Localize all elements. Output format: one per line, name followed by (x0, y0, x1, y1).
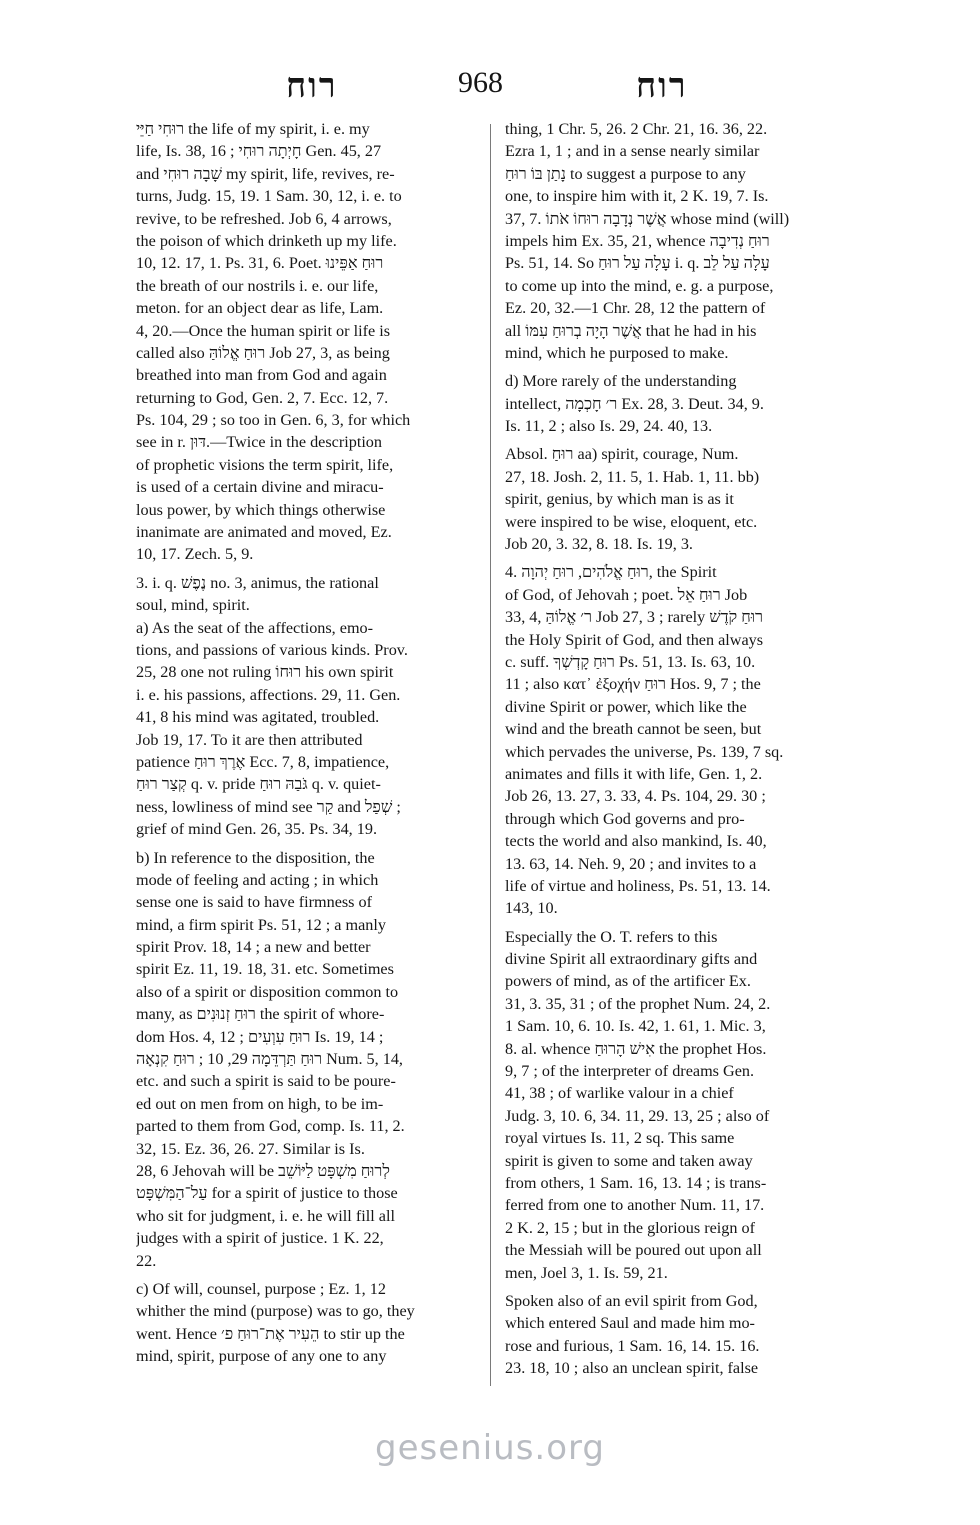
text-line: judges with a spirit of justice. 1 K. 22, (136, 1229, 384, 1248)
text-line: divine Spirit all extraordinary gifts and (505, 950, 758, 969)
text-line: intellect, ר׳ חָכְמָה Ex. 28, 3. Deut. 34, 9. (505, 394, 764, 413)
text-line: Is. 11, 2 ; also Is. 29, 24. 40, 13. (505, 417, 713, 436)
text-line: dom Hos. 4, 12 ; רוּחַ עִוְעִים Is. 19, 14 ; (136, 1027, 384, 1046)
text-line: and שָׁבָה רוּחִי my spirit, life, revives, re- (136, 164, 395, 183)
text-line: is used of a certain divine and miracu- (136, 478, 384, 497)
text-line: of prophetic visions the term spirit, life, (136, 455, 394, 474)
text-line: 41, 8 his mind was agitated, troubled. (136, 708, 380, 727)
text-line: revive, to be refreshed. Job 6, 4 arrows, (136, 209, 392, 228)
text-line: 4. רוּחַ אֱלֹהִים, רוּחַ יְהוָה, the Spirit (505, 563, 717, 582)
text-line: tects the world and also mankind, Is. 40, (505, 832, 767, 851)
text-line: were inspired to be wise, eloquent, etc. (505, 512, 758, 531)
text-line: animates and fills it with life, Gen. 1, 2. (505, 764, 763, 783)
text-line: i. e. his passions, affections. 29, 11. Gen. (136, 685, 401, 704)
text-line: עַל־הַמִּשְׁפָּט for a spirit of justice to those (136, 1184, 398, 1203)
left-column (136, 118, 478, 1367)
text-line: divine Spirit or power, which like the (505, 697, 747, 716)
text-line: soul, mind, spirit. (136, 596, 250, 615)
text-line: spirit Prov. 18, 14 ; a new and better (136, 938, 371, 957)
text-line: all אֲשֶׁר הָיָה בְרוּחַ עִמּוֹ that he had in his (505, 321, 757, 340)
text-line: 8. al. whence אִישׁ הָרוּחַ the prophet Hos. (505, 1039, 767, 1058)
text-line: royal virtues Is. 11, 2 sq. This same (505, 1129, 735, 1148)
text-line: the Holy Spirit of God, and then always (505, 630, 764, 649)
text-line: ferred from one to another Num. 11, 17. (505, 1196, 765, 1215)
text-line: of God, of Jehovah ; poet. רוּחַ אֵל Job (505, 585, 748, 604)
text-line: to come up into the mind, e. g. a purpose, (505, 276, 774, 295)
text-line: thing, 1 Chr. 5, 26. 2 Chr. 21, 16. 36, 22. (505, 120, 768, 138)
text-line: c) Of will, counsel, purpose ; Ez. 1, 12 (136, 1279, 386, 1298)
text-line: rose and furious, 1 Sam. 16, 14. 15. 16. (505, 1336, 760, 1355)
text-line: d) More rarely of the understanding (505, 372, 737, 391)
text-line: mind, a firm spirit Ps. 51, 12 ; a manly (136, 915, 386, 934)
text-line: b) In reference to the disposition, the (136, 848, 375, 867)
text-line: ed out on men from on high, to be im- (136, 1094, 384, 1113)
text-line: Ez. 20, 32.—1 Chr. 28, 12 the pattern of (505, 299, 766, 318)
text-line: רוּחַ תַּרְדֵּמָה 29, 10 ; רוּחַ קִנְאָה Num. 5, 14, (136, 1050, 403, 1069)
text-line: patience אֶרֶךְ רוּחַ Ecc. 7, 8, impatience, (136, 752, 390, 771)
text-line: Absol. רוּחַ aa) spirit, courage, Num. (505, 445, 739, 464)
text-line: רוּחִי חַיֵּי the life of my spirit, i. e. my (136, 120, 370, 138)
text-line: 28, 6 Jehovah will be לְרוּחַ מִשְׁפָּט לַיּוֹשֵׁב (136, 1161, 390, 1180)
text-line: men, Joel 3, 1. Is. 59, 21. (505, 1263, 668, 1282)
text-line: Job 26, 13. 27, 3. 33, 4. Ps. 104, 29. 30 ; (505, 787, 766, 806)
text-line: tions, and passions of various kinds. Prov. (136, 640, 408, 659)
text-line: 11 ; also κατ᾽ ἐξοχήν רוּחַ Hos. 9, 7 ; the (505, 675, 761, 694)
page-header (0, 66, 980, 116)
text-line: 23. 18, 10 ; also an unclean spirit, false (505, 1359, 759, 1378)
text-line: the Messiah will be poured out upon all (505, 1241, 762, 1260)
text-line: mind, which he purposed to make. (505, 343, 729, 362)
text-line: 37, 7. אֲשֶׁר נְדָבָה רוּחוֹ אֹתוֹ whose mind (will) (505, 209, 790, 228)
text-line: breathed into man from God and again (136, 366, 387, 385)
text-line: 32, 15. Ez. 36, 26. 27. Similar is Is. (136, 1139, 365, 1158)
running-headword-right: רוח (636, 66, 688, 106)
text-line: Job 20, 3. 32, 8. 18. Is. 19, 3. (505, 535, 693, 554)
text-line: Ezra 1, 1 ; and in a sense nearly similar (505, 142, 760, 161)
site-watermark: gesenius.org (375, 1428, 605, 1468)
text-line: 22. (136, 1251, 157, 1270)
column-divider (490, 124, 491, 1386)
text-line: 33, 4, ר׳ אֱלוֹהַּ Job 27, 3 ; rarely רוּחַ קֹדֶשׁ (505, 608, 763, 627)
text-line: whither the mind (purpose) was to go, they (136, 1302, 415, 1321)
text-line: Ps. 51, 14. So עָלָה עַל רוּחַ i. q. עָלָה עַל לֵב (505, 254, 770, 273)
text-line: 9, 7 ; of the interpreter of dreams Gen. (505, 1062, 755, 1081)
text-line: inanimate are animated and moved, Ez. (136, 523, 392, 542)
text-line: 3. i. q. נֶפֶשׁ no. 3, animus, the rational (136, 573, 379, 592)
text-line: 143, 10. (505, 899, 558, 918)
text-line: see in r. דּוּן.—Twice in the description (136, 433, 382, 452)
text-line: parted to them from God, comp. Is. 11, 2. (136, 1117, 405, 1136)
text-line: spirit is given to some and taken away (505, 1151, 753, 1170)
text-line: from others, 1 Sam. 16, 13. 14 ; is trans- (505, 1173, 767, 1192)
text-line: etc. and such a spirit is said to be poure- (136, 1072, 396, 1091)
text-line: called also רוּחַ אֱלוֹהַּ Job 27, 3, as being (136, 343, 390, 362)
text-line: 31, 3. 35, 31 ; of the prophet Num. 24, 2. (505, 994, 771, 1013)
text-line: spirit Ez. 11, 19. 18, 31. etc. Sometimes (136, 960, 394, 979)
text-line: went. Hence הֵעִיר אֶת־רוּחַ פ׳ to stir up the (136, 1324, 405, 1343)
text-line: Ps. 104, 29 ; so too in Gen. 6, 3, for which (136, 411, 411, 430)
text-line: the breath of our nostrils i. e. our life, (136, 276, 379, 295)
text-line: קְצַר רוּחַ q. v. pride גֹּבַהּ רוּחַ q. v. quiet- (136, 775, 381, 794)
text-line: 25, 28 one not ruling רוּחוֹ his own spirit (136, 663, 394, 682)
text-line: נָתַן בּוֹ רוּחַ to suggest a purpose to any (505, 164, 746, 183)
text-line: Job 19, 17. To it are then attributed (136, 730, 363, 749)
text-line: returning to God, Gen. 2, 7. Ecc. 12, 7. (136, 388, 389, 407)
text-line: 13. 63, 14. Neh. 9, 20 ; and invites to a (505, 854, 757, 873)
text-line: 2 K. 2, 15 ; but in the glorious reign of (505, 1218, 755, 1237)
text-line: 1 Sam. 10, 6. 10. Is. 42, 1. 61, 1. Mic. 3, (505, 1017, 766, 1036)
text-line: life of virtue and holiness, Ps. 51, 13. 14. (505, 876, 771, 895)
text-line: c. suff. רוּחַ קָדְשְׁךָ Ps. 51, 13. Is. 63, 10. (505, 652, 756, 671)
text-line: Spoken also of an evil spirit from God, (505, 1291, 758, 1310)
text-line: which entered Saul and made him mo- (505, 1314, 755, 1333)
text-line: one, to inspire him with it, 2 K. 19, 7. Is. (505, 187, 769, 206)
text-line: 4, 20.—Once the human spirit or life is (136, 321, 391, 340)
text-line: mode of feeling and acting ; in which (136, 870, 379, 889)
text-line: mind, spirit, purpose of any one to any (136, 1347, 387, 1366)
text-line: 41, 38 ; of warlike valour in a chief (505, 1084, 734, 1103)
text-line: 27, 18. Josh. 2, 11. 5, 1. Hab. 1, 11. bb) (505, 467, 760, 486)
text-line: who sit for judgment, i. e. he will fill all (136, 1206, 395, 1225)
text-line: sense one is said to have firmness of (136, 893, 373, 912)
page-number: 968 (458, 66, 503, 99)
text-line: powers of mind, as of the artificer Ex. (505, 972, 751, 991)
text-line: impels him Ex. 35, 21, whence רוּחַ נְדִיבָה (505, 231, 770, 250)
text-line: which pervades the universe, Ps. 139, 7 sq. (505, 742, 784, 761)
text-line: ness, lowliness of mind see קַר and שְׁפַל ; (136, 797, 401, 816)
text-line: turns, Judg. 15, 19. 1 Sam. 30, 12, i. e. to (136, 187, 402, 206)
text-line: a) As the seat of the affections, emo- (136, 618, 374, 637)
running-headword-left: רוח (286, 66, 338, 106)
text-line: meton. for an object dear as life, Lam. (136, 299, 384, 318)
text-line: life, Is. 38, 16 ; חָיְתָה רוּחִי Gen. 45, 27 (136, 142, 382, 161)
text-line: also of a spirit or disposition common to (136, 982, 399, 1001)
text-line: 10, 17. Zech. 5, 9. (136, 545, 254, 564)
text-line: the poison of which drinketh up my life. (136, 231, 397, 250)
text-line: grief of mind Gen. 26, 35. Ps. 34, 19. (136, 820, 377, 839)
text-line: Judg. 3, 10. 6, 34. 11, 29. 13, 25 ; also of (505, 1106, 770, 1125)
right-column (505, 118, 845, 1379)
text-line: Especially the O. T. refers to this (505, 927, 718, 946)
text-line: 10, 12. 17, 1. Ps. 31, 6. Poet. רוּחַ אַפֵּינוּ (136, 254, 384, 273)
text-line: lous power, by which things otherwise (136, 500, 386, 519)
text-line: wind and the breath cannot be seen, but (505, 720, 762, 739)
text-line: spirit, genius, by which man is as it (505, 490, 734, 509)
text-line: through which God governs and pro- (505, 809, 745, 828)
text-line: many, as רוּחַ זְנוּנִים the spirit of whore- (136, 1005, 385, 1024)
